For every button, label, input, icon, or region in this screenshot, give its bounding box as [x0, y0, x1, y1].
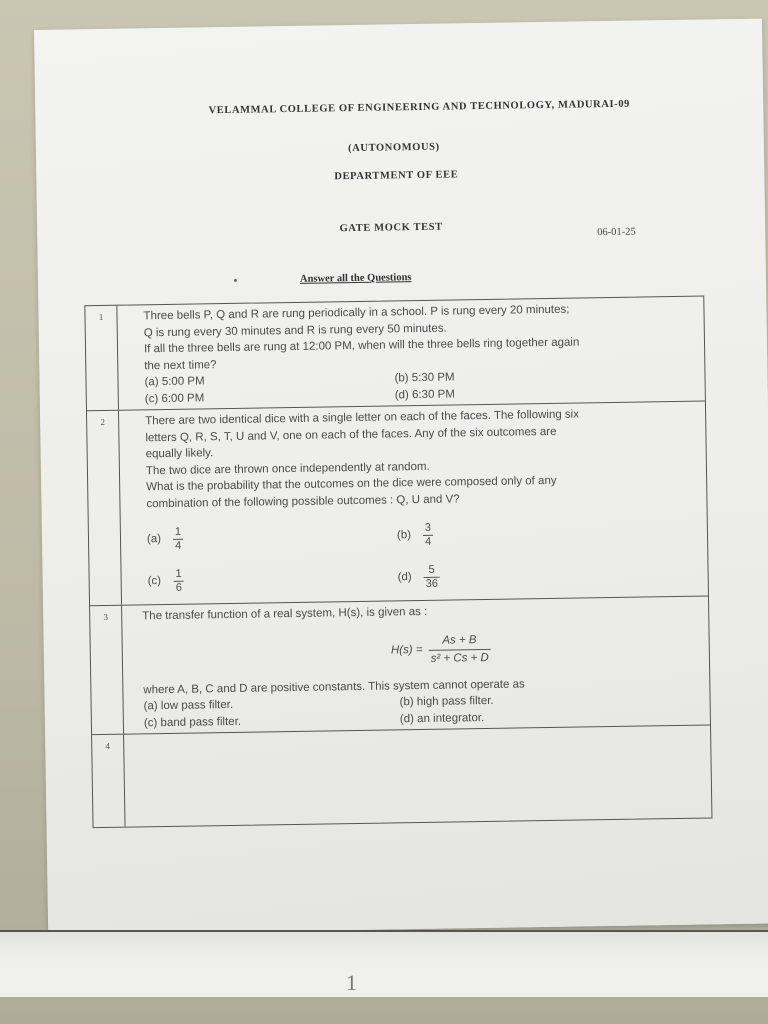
college-name: VELAMMAL COLLEGE OF ENGINEERING AND TECHNOLOGY, MADURAI-09 — [208, 98, 631, 117]
denominator: 4 — [423, 534, 433, 548]
question-body — [122, 596, 710, 733]
question-number: 3 — [90, 606, 124, 734]
option-c: (c) band pass filter. — [143, 715, 242, 729]
question-number: 4 — [92, 735, 125, 827]
fraction — [423, 563, 440, 590]
numerator: As + B — [442, 633, 477, 647]
option-d: (d) an integrator. — [399, 711, 485, 725]
question-body — [119, 402, 708, 605]
fraction — [173, 567, 184, 594]
fraction — [428, 631, 491, 667]
test-date: 06-01-25 — [597, 226, 636, 239]
question-text-line: letters Q, R, S, T, U and V, one on each of the faces. Any of the six outcomes are — [145, 425, 557, 444]
option-b: (b) high pass filter. — [399, 694, 494, 709]
option-label: (a) — [146, 532, 162, 546]
option-b: (b) 5:30 PM — [394, 371, 455, 385]
option-label: (d) — [397, 570, 412, 584]
option-label: (c) — [147, 574, 162, 588]
autonomous-label: (AUTONOMOUS) — [348, 141, 440, 155]
numerator: 3 — [424, 521, 432, 534]
department-label: DEPARTMENT OF EEE — [334, 169, 459, 183]
fraction — [423, 521, 434, 548]
denominator: s² + Cs + D — [429, 648, 491, 667]
option-c: (c) 6:00 PM — [144, 391, 205, 405]
formula-lhs: H(s) = — [390, 643, 423, 657]
option-d: (d) 6:30 PM — [394, 387, 455, 401]
fraction — [173, 525, 184, 552]
question-text-line: Q is rung every 30 minutes and R is rung every 50 minutes. — [143, 322, 447, 339]
question-row-1 — [85, 297, 705, 412]
option-label: (b) — [396, 528, 412, 542]
paper-bottom-fold — [0, 930, 768, 997]
option-b — [397, 510, 698, 557]
question-row-3 — [90, 596, 710, 735]
pen-mark — [234, 279, 237, 282]
question-number: 1 — [85, 306, 119, 410]
options-grid — [147, 510, 698, 603]
instructions-heading: Answer all the Questions — [299, 272, 412, 285]
question-text-line: Three bells P, Q and R are rung periodically in a school. P is rung every 20 minutes; — [143, 303, 570, 323]
option-a: (a) 5:00 PM — [144, 375, 205, 389]
numerator: 5 — [428, 563, 435, 576]
denominator: 6 — [174, 580, 184, 594]
question-text-line: If all the three bells are rung at 12:00 PM, when will the three bells ring together again — [143, 336, 580, 356]
numerator: 1 — [174, 525, 182, 538]
numerator: 1 — [175, 567, 182, 580]
test-name: GATE MOCK TEST — [339, 221, 443, 235]
option-d — [397, 552, 698, 599]
question-intro: The transfer function of a real system, H(s), is given as : — [142, 605, 428, 623]
question-text-line: What is the probability that the outcomes on the dice were composed only of any — [146, 474, 557, 494]
question-text-line: The two dice are thrown once independently at random. — [145, 460, 430, 477]
question-text-line: There are two identical dice with a single letter on each of the faces. The following six — [145, 408, 580, 428]
question-row-4 — [92, 725, 711, 827]
option-a — [147, 514, 398, 560]
question-number: 2 — [87, 411, 122, 605]
denominator: 4 — [173, 538, 183, 552]
question-text-line: the next time? — [144, 358, 217, 372]
question-paper — [34, 19, 768, 935]
page-number: 1 — [346, 970, 357, 995]
questions-table — [84, 296, 712, 829]
option-c — [147, 556, 398, 602]
question-body — [117, 297, 705, 410]
option-a: (a) low pass filter. — [143, 698, 234, 713]
denominator: 36 — [424, 576, 440, 590]
question-statement: where A, B, C and D are positive constants. This system cannot operate as — [143, 677, 525, 696]
question-row-2 — [87, 402, 708, 607]
transfer-function-formula — [183, 628, 699, 671]
question-text-line: equally likely. — [145, 447, 214, 461]
question-text-line: combination of the following possible outcomes : Q, U and V? — [146, 492, 460, 510]
